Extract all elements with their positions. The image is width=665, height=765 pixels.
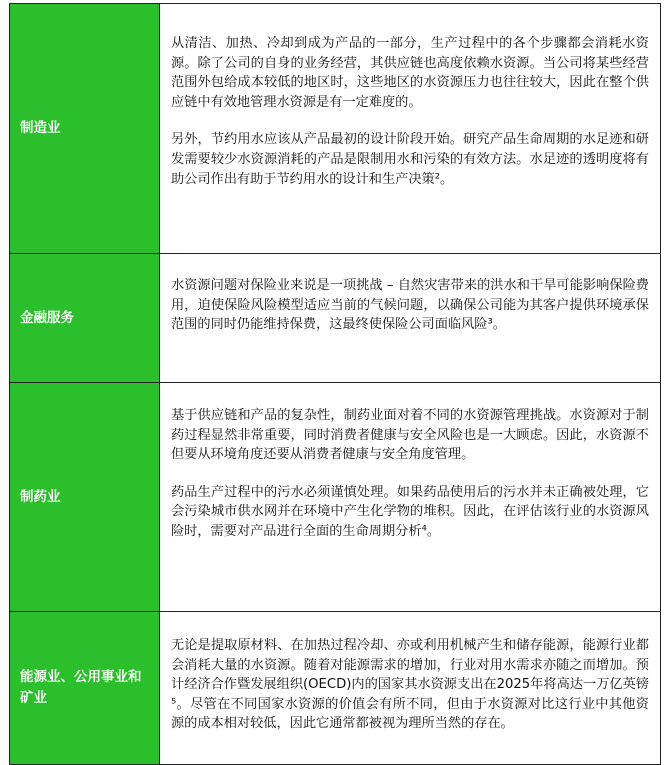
category-cell: 制造业 — [10, 4, 160, 253]
description-cell — [160, 254, 661, 382]
category-cell: 能源业、公用事业和矿业 — [10, 612, 160, 764]
table-row-pharmaceutical — [10, 383, 661, 612]
paragraph: 药品生产过程中的污水必须谨慎处理。如果药品使用后的污水并未正确被处理，它会污染城市供水网并在环境中产生化学物的堆积。因此，在评估该行业的水资源风险时，需要对产品进行全面的生命周期分析⁴。 — [171, 484, 649, 539]
paragraph: 从清洁、加热、冷却到成为产品的一部分，生产过程中的各个步骤都会消耗水资源。除了公司的自身的业务经营，其供应链也高度依赖水资源。当公司将某些经营范围外包给成本较低的地区时，这些地区的水资源压力也往往较大，因此在整个供应链中有效地管理水资源是有一定难度的。 — [171, 36, 649, 110]
paragraph: 基于供应链和产品的复杂性，制药业面对着不同的水资源管理挑战。水资源对于制药过程显然非常重要，同时消费者健康与安全风险也是一大顾虑。因此，水资源不但要从环境角度还要从消费者健康与安全角度管理。 — [171, 408, 649, 463]
description-cell — [160, 612, 661, 764]
table-row-manufacturing — [10, 4, 661, 254]
table-row-energy-utilities-mining — [10, 612, 661, 765]
description-cell — [160, 4, 661, 253]
category-cell: 制药业 — [10, 383, 160, 611]
paragraph: 无论是提取原材料、在加热过程冷却、亦或利用机械产生和储存能源，能源行业都会消耗大量的水资源。随着对能源需求的增加，行业对用水需求亦随之而增加。预计经济合作暨发展组织(OECD)内的国家其水资源支出在2025年将高达一万亿英镑⁵。尽管在不同国家水资源的价值会有所不同，但由于水资源对比这行业中其他资源的成本相对较低，因此它通常都被视为理所当然的存在。 — [171, 638, 649, 732]
paragraph: 水资源问题对保险业来说是一项挑战 – 自然灾害带来的洪水和干旱可能影响保险费用，迫使保险风险模型适应当前的气候问题，以确保公司能为其客户提供环境承保范围的同时仍能维持保费，这最终使保险公司面临风险³。 — [171, 278, 649, 333]
table-row-financial-services — [10, 254, 661, 383]
paragraph: 另外，节约用水应该从产品最初的设计阶段开始。研究产品生命周期的水足迹和研发需要较少水资源消耗的产品是限制用水和污染的有效方法。水足迹的透明度将有助公司作出有助于节约用水的设计和生产决策²。 — [171, 132, 649, 187]
water-risk-table — [9, 3, 661, 765]
description-cell — [160, 383, 661, 611]
category-cell: 金融服务 — [10, 254, 160, 382]
